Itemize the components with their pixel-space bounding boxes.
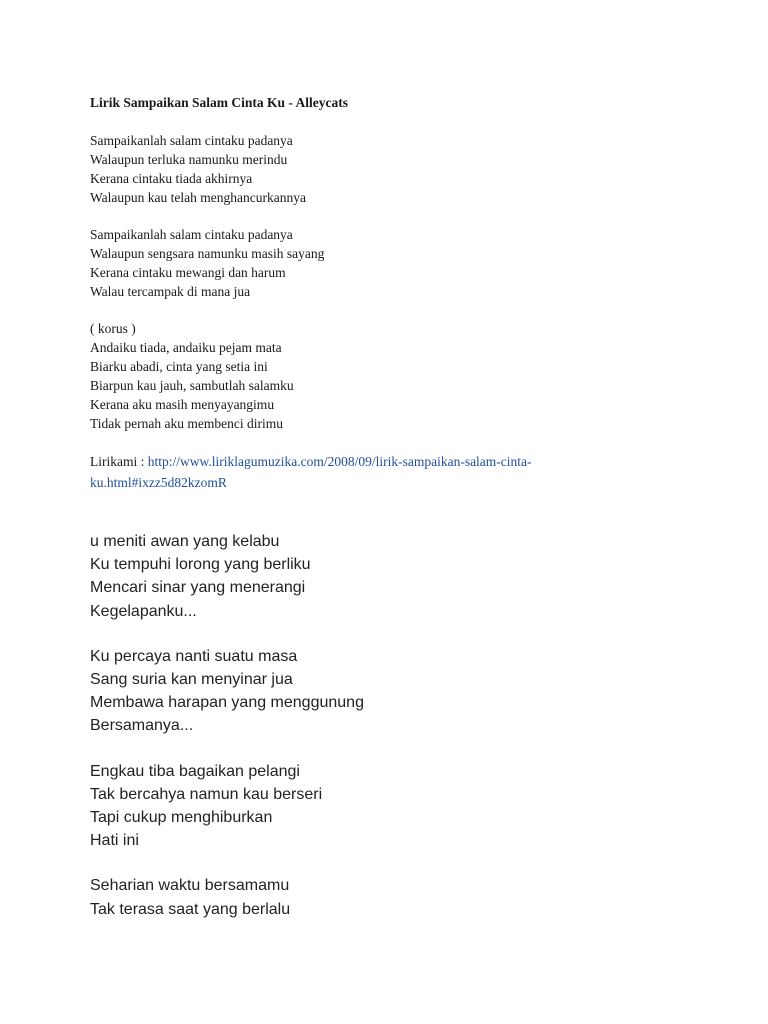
lyric-line: Kegelapanku... (90, 602, 197, 620)
lyric-line: Kerana aku masih menyayangimu (90, 397, 275, 412)
lyric-line: Sampaikanlah salam cintaku padanya (90, 133, 293, 148)
chorus-label: ( korus ) (90, 321, 136, 336)
lyric-line: Membawa harapan yang menggunung (90, 694, 364, 712)
document-title: Lirik Sampaikan Salam Cinta Ku - Alleycats (90, 95, 349, 110)
lyric-line: Sang suria kan menyinar jua (90, 671, 293, 689)
lyric-line: Walaupun sengsara namunku masih sayang (90, 246, 325, 261)
source-line-2 (90, 472, 690, 493)
lyric-line: Mencari sinar yang menerangi (90, 579, 306, 597)
source-link[interactable]: http://www.liriklagumuzika.com/2008/09/lirik-sampaikan-salam-cinta- (147, 454, 532, 469)
lyric-line: Kerana cintaku mewangi dan harum (90, 265, 286, 280)
second-stanza-1 (90, 530, 690, 623)
lyric-line: Bersamanya... (90, 717, 194, 735)
lyric-line: Andaiku tiada, andaiku pejam mata (90, 340, 282, 355)
lyric-line: Tapi cukup menghiburkan (90, 809, 273, 827)
lyric-line: Biarku abadi, cinta yang setia ini (90, 359, 268, 374)
lyric-line: Kerana cintaku tiada akhirnya (90, 171, 253, 186)
lyric-line: Tak terasa saat yang berlalu (90, 900, 291, 918)
lyric-line: Sampaikanlah salam cintaku padanya (90, 227, 293, 242)
source-link-continued[interactable]: ku.html#ixzz5d82kzomR (90, 475, 227, 490)
lyric-line: Walau tercampak di mana jua (90, 284, 251, 299)
source-label: Lirikami : (90, 454, 148, 469)
lyric-line: Tidak pernah aku membenci dirimu (90, 416, 283, 431)
lyric-line: Tak bercahya namun kau berseri (90, 785, 323, 803)
second-stanza-4 (90, 874, 690, 920)
lyric-line: Seharian waktu bersamamu (90, 877, 290, 895)
lyrics-section-sans (90, 530, 690, 943)
stanza-2 (90, 225, 690, 301)
source-attribution (90, 451, 690, 493)
lyric-line: Engkau tiba bagaikan pelangi (90, 762, 300, 780)
lyric-line: Hati ini (90, 832, 139, 850)
lyric-line: Ku percaya nanti suatu masa (90, 647, 298, 665)
stanza-chorus (90, 319, 690, 433)
lyric-line: Biarpun kau jauh, sambutlah salamku (90, 378, 294, 393)
lyric-line: Walaupun kau telah menghancurkannya (90, 190, 306, 205)
second-stanza-3 (90, 760, 690, 853)
lyric-line: Ku tempuhi lorong yang berliku (90, 556, 311, 574)
source-line-1 (90, 451, 690, 472)
lyric-line: Walaupun terluka namunku merindu (90, 152, 288, 167)
lyrics-section-serif (90, 93, 690, 493)
second-stanza-2 (90, 645, 690, 738)
lyric-line: u meniti awan yang kelabu (90, 533, 280, 550)
stanza-1 (90, 131, 690, 207)
